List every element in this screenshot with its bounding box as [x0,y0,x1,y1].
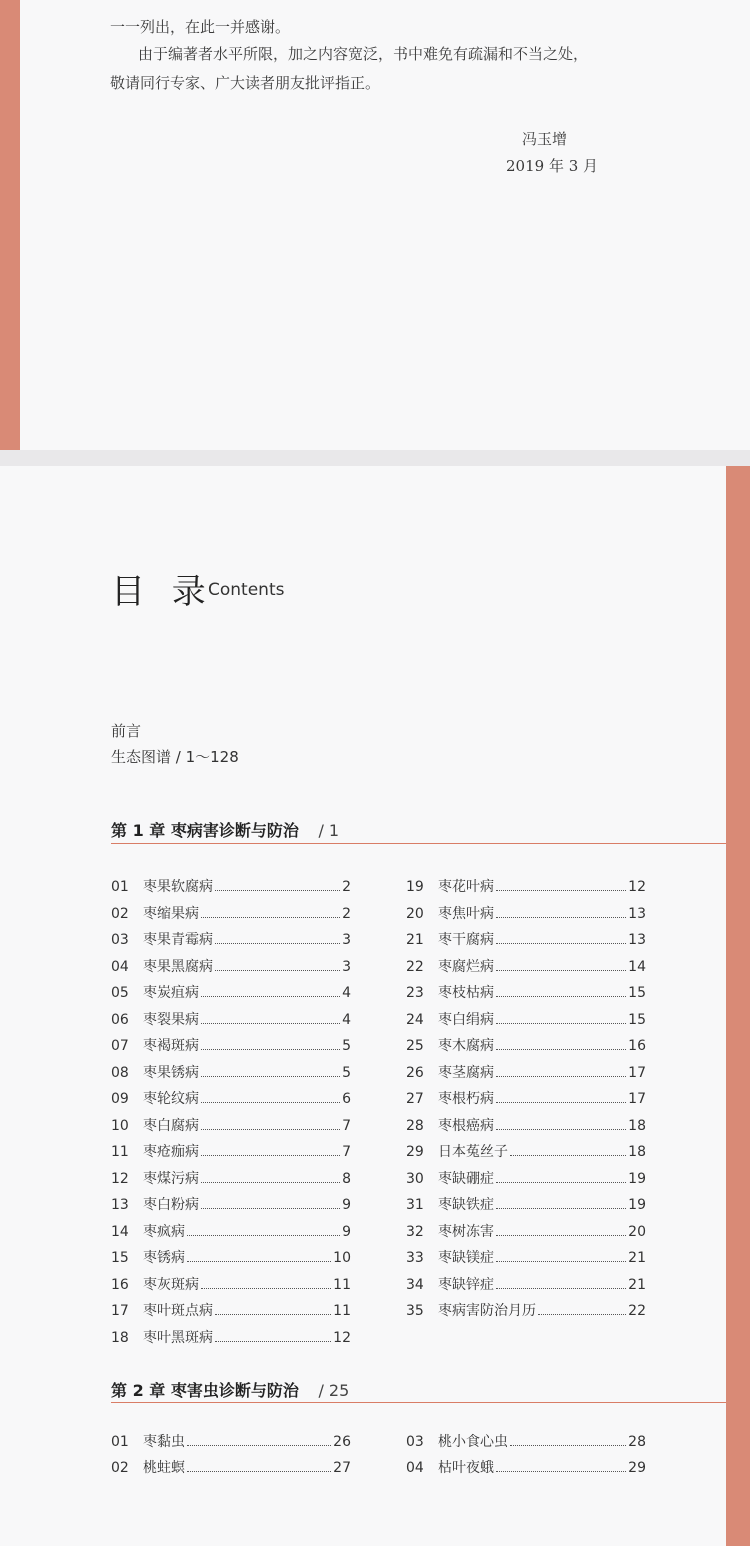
entry-number: 34 [406,1276,424,1293]
toc-entry[interactable] [406,1141,646,1161]
toc-entry[interactable] [111,1194,351,1214]
toc-entry[interactable] [406,929,646,949]
entry-page: 5 [342,1064,351,1081]
entry-page: 28 [628,1434,646,1450]
entry-title: 枣果青霉病 [143,932,213,948]
entry-title: 枣轮纹病 [143,1091,199,1107]
entry-page: 13 [628,905,646,922]
entry-title: 枣病害防治月历 [438,1303,536,1319]
leader-dots [215,1341,331,1342]
toc-entry[interactable] [111,876,351,896]
entry-title: 枣白粉病 [143,1197,199,1213]
leader-dots [215,1314,331,1315]
entry-page: 11 [333,1303,351,1319]
entry-page: 9 [342,1223,351,1240]
toc-entry[interactable] [111,1168,351,1188]
leader-dots [496,917,626,918]
entry-number: 23 [406,985,424,1001]
chapter-label: 第 1 章 枣病害诊断与防治 [111,821,299,840]
toc-entry[interactable] [406,1062,646,1082]
leader-dots [201,1102,340,1103]
entry-title: 枣枝枯病 [438,985,494,1001]
entry-title: 枣根癌病 [438,1117,494,1134]
toc-entry[interactable] [111,1035,351,1055]
leader-dots [201,1023,340,1024]
leader-dots [201,1208,340,1209]
leader-dots [201,1049,340,1050]
entry-number: 08 [111,1064,129,1081]
entry-page: 3 [342,958,351,975]
leader-dots [496,943,626,944]
leader-dots [187,1471,331,1472]
entry-number: 03 [111,932,129,948]
toc-entry[interactable] [111,1457,351,1477]
leader-dots [201,1182,340,1183]
preface-paragraph-line-1: 由于编著者水平所限，加之内容宽泛，书中难免有疏漏和不当之处， [138,45,589,63]
entry-title: 枣炭疽病 [143,985,199,1001]
entry-number: 04 [406,1460,424,1476]
entry-page: 15 [628,1011,646,1028]
entry-title: 枣树冻害 [438,1223,494,1240]
entry-title: 枯叶夜蛾 [438,1460,494,1476]
leader-dots [496,1261,626,1262]
entry-number: 09 [111,1091,129,1107]
entry-number: 19 [406,879,424,895]
leader-dots [215,943,340,944]
toc-page [0,466,750,1546]
leader-dots [215,890,340,891]
entry-title: 枣缺镁症 [438,1250,494,1266]
entry-page: 18 [628,1117,646,1134]
entry-page: 11 [333,1276,351,1293]
toc-entry[interactable] [111,1141,351,1161]
entry-page: 29 [628,1460,646,1476]
toc-entry[interactable] [406,1274,646,1294]
entry-page: 17 [628,1091,646,1107]
entry-number: 05 [111,985,129,1001]
entry-page: 4 [342,1011,351,1028]
entry-title: 枣果软腐病 [143,879,213,895]
chapter-2-rule [111,1402,726,1403]
leader-dots [496,1182,626,1183]
leader-dots [496,890,626,891]
entry-title: 枣缺硼症 [438,1170,494,1187]
entry-number: 17 [111,1303,129,1319]
entry-page: 10 [333,1250,351,1266]
leader-dots [496,1023,626,1024]
leader-dots [201,1288,331,1289]
entry-page: 7 [342,1117,351,1134]
preface-date: 2019 年 3 月 [506,157,599,175]
chapter-label: 第 2 章 枣害虫诊断与防治 [111,1381,299,1400]
toc-entry[interactable] [406,1457,646,1477]
toc-entry[interactable] [406,1115,646,1135]
entry-number: 21 [406,932,424,948]
entry-page: 27 [333,1460,351,1476]
entry-title: 枣疮痂病 [143,1144,199,1160]
entry-title: 枣黏虫 [143,1434,185,1450]
entry-number: 04 [111,958,129,975]
entry-page: 9 [342,1197,351,1213]
leader-dots [201,1155,340,1156]
entry-number: 07 [111,1038,129,1054]
leader-dots [187,1261,331,1262]
entry-title: 枣疯病 [143,1223,185,1240]
entry-number: 14 [111,1223,129,1240]
entry-title: 枣根朽病 [438,1091,494,1107]
entry-title: 枣白腐病 [143,1117,199,1134]
entry-title: 枣腐烂病 [438,958,494,975]
entry-number: 28 [406,1117,424,1134]
entry-number: 31 [406,1197,424,1213]
entry-title: 枣木腐病 [438,1038,494,1054]
leader-dots [496,1049,626,1050]
toc-entry[interactable] [111,1088,351,1108]
entry-title: 桃蛀螟 [143,1460,185,1476]
entry-number: 13 [111,1197,129,1213]
entry-title: 桃小食心虫 [438,1434,508,1450]
entry-page: 5 [342,1038,351,1054]
leader-dots [496,1471,626,1472]
leader-dots [538,1314,626,1315]
entry-title: 枣花叶病 [438,879,494,895]
entry-title: 枣叶黑斑病 [143,1329,213,1346]
leader-dots [215,970,340,971]
entry-page: 19 [628,1170,646,1187]
entry-number: 11 [111,1144,129,1160]
toc-entry[interactable] [111,1247,351,1267]
entry-title: 枣缺铁症 [438,1197,494,1213]
toc-entry[interactable] [406,956,646,976]
entry-number: 22 [406,958,424,975]
entry-number: 02 [111,1460,129,1476]
entry-title: 枣茎腐病 [438,1064,494,1081]
entry-title: 日本菟丝子 [438,1144,508,1160]
entry-page: 8 [342,1170,351,1187]
entry-number: 10 [111,1117,129,1134]
toc-entry[interactable] [111,956,351,976]
entry-page: 18 [628,1144,646,1160]
entry-number: 26 [406,1064,424,1081]
toc-entry[interactable] [111,1115,351,1135]
toc-entry[interactable] [111,1431,351,1451]
toc-entry[interactable] [111,1009,351,1029]
toc-entry[interactable] [406,903,646,923]
entry-page: 12 [628,879,646,895]
entry-title: 枣锈病 [143,1250,185,1266]
preface-page [0,0,750,450]
entry-title: 枣煤污病 [143,1170,199,1187]
toc-entry[interactable] [406,1300,646,1320]
entry-title: 枣褐斑病 [143,1038,199,1054]
entry-number: 30 [406,1170,424,1187]
toc-entry[interactable] [406,876,646,896]
page-edge-left [0,0,20,450]
entry-title: 枣灰斑病 [143,1276,199,1293]
entry-number: 01 [111,879,129,895]
entry-number: 16 [111,1276,129,1293]
entry-title: 枣白绢病 [438,1011,494,1028]
leader-dots [496,1208,626,1209]
entry-page: 13 [628,932,646,948]
toc-entry[interactable] [406,1194,646,1214]
toc-entry[interactable] [406,1431,646,1451]
entry-page: 14 [628,958,646,975]
entry-page: 22 [628,1303,646,1319]
leader-dots [496,1288,626,1289]
chapter-2-heading[interactable] [111,1378,349,1401]
leader-dots [201,1076,340,1077]
entry-title: 枣叶斑点病 [143,1303,213,1319]
leader-dots [496,1129,626,1130]
entry-number: 15 [111,1250,129,1266]
toc-entry[interactable] [111,1221,351,1241]
entry-page: 21 [628,1276,646,1293]
leader-dots [201,917,340,918]
entry-number: 29 [406,1144,424,1160]
entry-page: 3 [342,932,351,948]
preface-author: 冯玉增 [522,130,568,148]
entry-number: 35 [406,1303,424,1319]
entry-page: 16 [628,1038,646,1054]
entry-number: 27 [406,1091,424,1107]
preface-line-partial: 一一列出，在此一并感谢。 [110,18,291,36]
toc-entry[interactable] [111,1274,351,1294]
leader-dots [496,1102,626,1103]
entry-number: 25 [406,1038,424,1054]
entry-title: 枣焦叶病 [438,905,494,922]
leader-dots [187,1445,331,1446]
entry-number: 33 [406,1250,424,1266]
toc-entry[interactable] [406,1088,646,1108]
leader-dots [496,996,626,997]
entry-page: 19 [628,1197,646,1213]
leader-dots [496,1235,626,1236]
entry-number: 01 [111,1434,129,1450]
entry-page: 26 [333,1434,351,1450]
entry-page: 4 [342,985,351,1001]
leader-dots [201,1129,340,1130]
entry-number: 32 [406,1223,424,1240]
entry-page: 21 [628,1250,646,1266]
toc-front-item[interactable]: 前言 [111,722,142,740]
leader-dots [187,1235,340,1236]
entry-page: 20 [628,1223,646,1240]
entry-page: 2 [342,905,351,922]
entry-title: 枣缩果病 [143,905,199,922]
entry-title: 枣果锈病 [143,1064,199,1081]
toc-entry[interactable] [111,1062,351,1082]
entry-number: 20 [406,905,424,922]
toc-entry[interactable] [111,903,351,923]
toc-entry[interactable] [406,1009,646,1029]
chapter-page: / 25 [318,1381,350,1400]
chapter-1-rule [111,843,726,844]
entry-number: 12 [111,1170,129,1187]
chapter-page: / 1 [318,821,340,840]
entry-title: 枣裂果病 [143,1011,199,1028]
leader-dots [201,996,340,997]
entry-page: 6 [342,1091,351,1107]
toc-title: 目 录 [111,572,214,612]
entry-page: 7 [342,1144,351,1160]
leader-dots [496,970,626,971]
entry-number: 24 [406,1011,424,1028]
entry-title: 枣缺锌症 [438,1276,494,1293]
toc-entry[interactable] [406,1221,646,1241]
page-edge-right [726,466,750,1546]
entry-number: 02 [111,905,129,922]
leader-dots [510,1155,626,1156]
entry-number: 06 [111,1011,129,1028]
toc-entry[interactable] [111,982,351,1002]
toc-entry[interactable] [406,1035,646,1055]
toc-entry[interactable] [111,1327,351,1347]
entry-page: 2 [342,879,351,895]
entry-page: 17 [628,1064,646,1081]
entry-title: 枣果黑腐病 [143,958,213,975]
leader-dots [510,1445,626,1446]
chapter-1-heading[interactable] [111,818,339,841]
toc-entry[interactable] [406,982,646,1002]
toc-title-english: Contents [208,580,285,600]
toc-entry[interactable] [111,929,351,949]
entry-number: 18 [111,1329,129,1346]
entry-number: 03 [406,1434,424,1450]
toc-entry[interactable] [406,1247,646,1267]
toc-front-item[interactable]: 生态图谱 / 1～128 [111,748,239,766]
leader-dots [496,1076,626,1077]
toc-entry[interactable] [111,1300,351,1320]
entry-page: 12 [333,1329,351,1346]
toc-entry[interactable] [406,1168,646,1188]
entry-title: 枣干腐病 [438,932,494,948]
entry-page: 15 [628,985,646,1001]
preface-paragraph-line-2: 敬请同行专家、广大读者朋友批评指正。 [110,74,381,92]
